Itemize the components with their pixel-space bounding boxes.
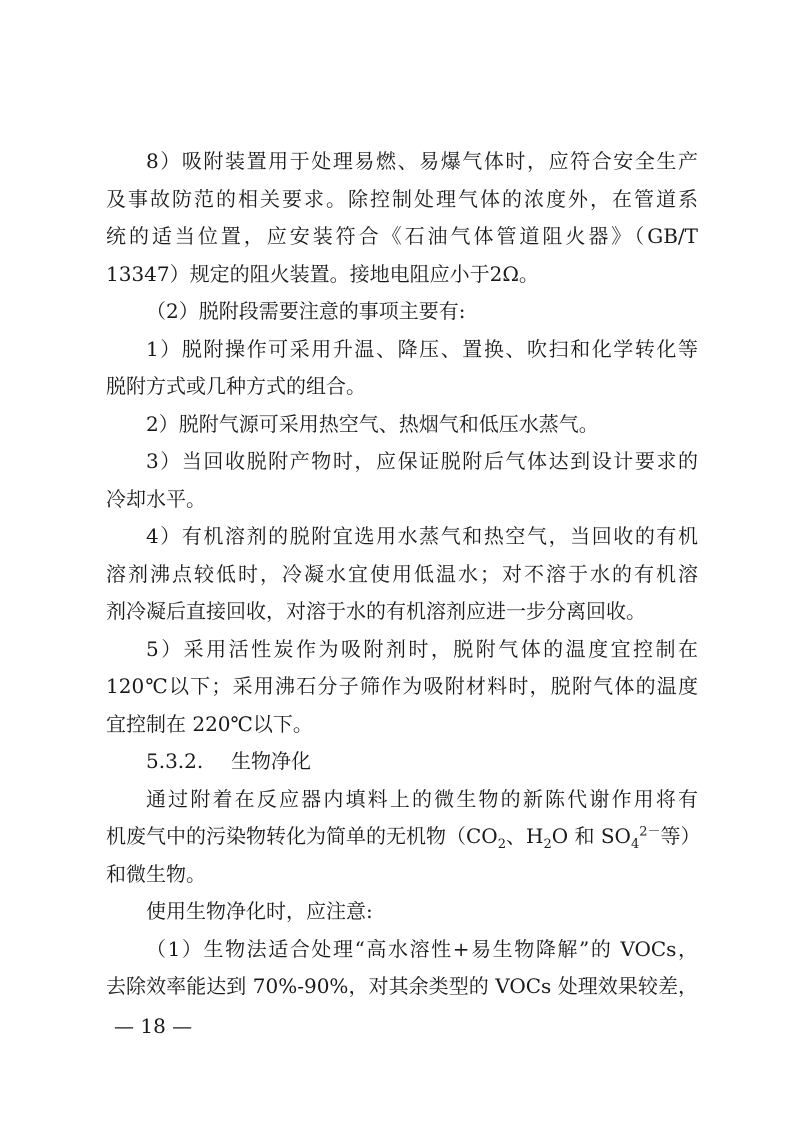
subscript: 2 [543,837,552,852]
text-line: 13347）规定的阻火装置。接地电阻应小于2Ω。 [106,261,539,286]
text-fragment: 机废气中的污染物转化为简单的无机物（CO [106,824,498,848]
text-line: 通过附着在反应器内填料上的微生物的新陈代谢作用将有 [146,786,698,811]
text-line: 2）脱附气源可采用热空气、热烟气和低压水蒸气。 [146,411,599,436]
text-line: 3）当回收脱附产物时，应保证脱附后气体达到设计要求的 [146,449,698,473]
text-line: 5）采用活性炭作为吸附剂时，脱附气体的温度宜控制在 [146,636,698,661]
text-fragment: 等） [660,824,701,848]
subscript: 4 [630,837,640,852]
text-line: 去除效率能达到 70%-90%，对其余类型的 VOCs 处理效果较差， [106,974,698,998]
text-line: 使用生物净化时，应注意: [146,899,373,923]
section-number: 5.3.2. [146,749,204,773]
text-fragment: O 和 SO [551,824,631,848]
text-line: 8）吸附装置用于处理易燃、易爆气体时，应符合安全生产 [146,149,698,173]
text-line: 统的适当位置，应安装符合《石油气体管道阻火器》（GB/T [106,224,698,248]
text-line: （1）生物法适合处理“高水溶性+易生物降解”的 VOCs， [146,936,698,961]
section-title: 生物净化 [231,749,311,773]
page-number: — 18 — [114,1014,193,1038]
body-text [106,143,701,1006]
text-line: 和微生物。 [106,861,206,886]
text-line: 4）有机溶剂的脱附宜选用水蒸气和热空气，当回收的有机 [146,524,698,548]
subscript: 2 [497,837,506,852]
superscript: 2－ [639,824,661,840]
text-fragment: 、H [505,824,544,848]
text-line: 120℃以下；采用沸石分子筛作为吸附材料时，脱附气体的温度 [106,674,698,698]
text-line: 冷却水平。 [106,486,206,511]
text-line: 及事故防范的相关要求。除控制处理气体的浓度外，在管道系 [106,186,698,211]
text-line: 脱附方式或几种方式的组合。 [106,374,366,398]
text-line: 1）脱附操作可采用升温、降压、置换、吹扫和化学转化等 [146,336,698,361]
text-line: 溶剂沸点较低时，冷凝水宜使用低温水；对不溶于水的有机溶 [106,561,698,586]
text-line [106,818,701,856]
text-line: 宜控制在 220℃以下。 [106,711,313,736]
section-heading [106,743,698,781]
text-line: （2）脱附段需要注意的事项主要有: [146,299,466,323]
text-line: 剂冷凝后直接回收，对溶于水的有机溶剂应进一步分离回收。 [106,599,646,623]
